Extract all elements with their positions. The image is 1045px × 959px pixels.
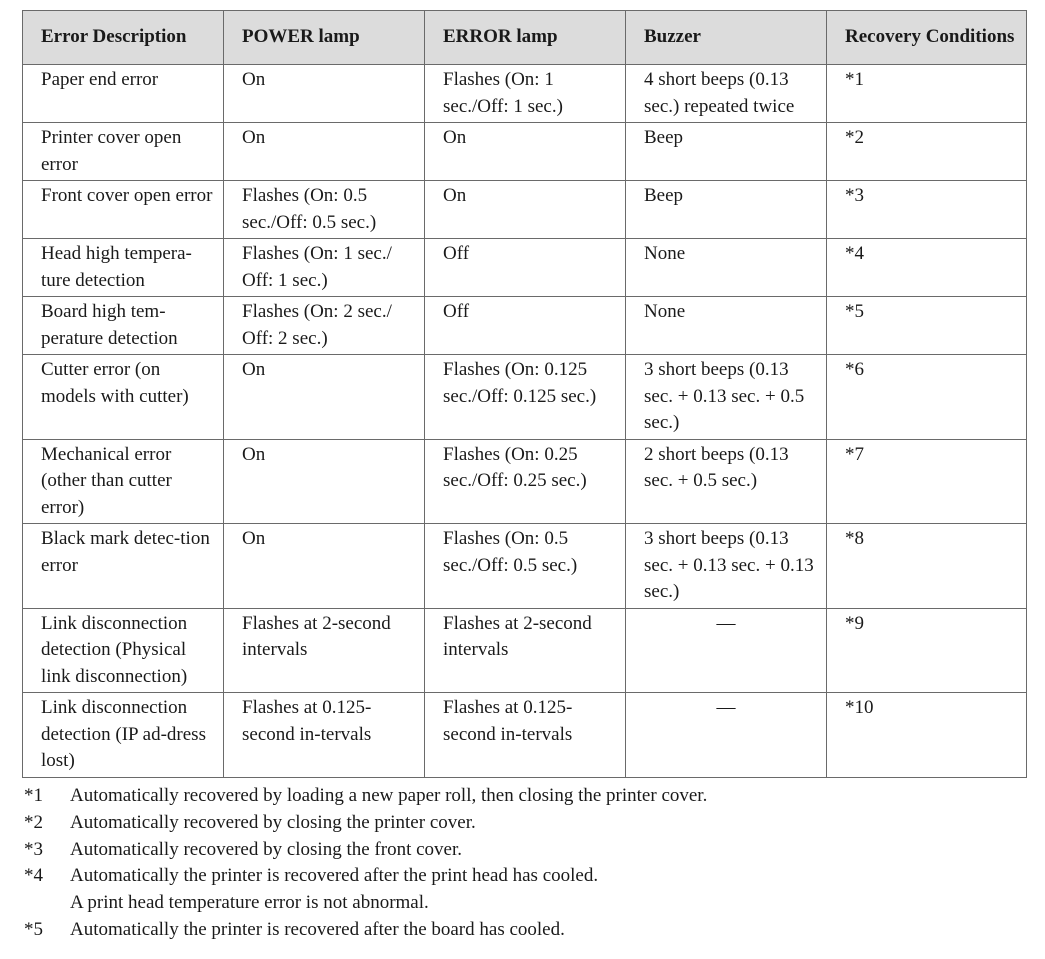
footnote-text: Automatically recovered by closing the front cover. [70,838,463,860]
cell-recovery-condition: *6 [827,355,1027,440]
footnote-mark: *3 [24,838,43,860]
cell-power-lamp: On [224,439,425,524]
header-error-description: Error Description [23,11,224,65]
table-row [23,524,1027,609]
footnote-mark: *2 [24,811,43,833]
header-error-lamp: ERROR lamp [425,11,626,65]
footnote-text: Automatically the printer is recovered after the board has cooled. [70,918,565,940]
cell-recovery-condition: *7 [827,439,1027,524]
header-recovery-conditions: Recovery Conditions [827,11,1027,65]
footnote-line: A print head temperature error is not abnormal. [70,892,429,914]
error-status-table [22,10,1027,778]
cell-buzzer: — [626,693,827,778]
footnote [24,810,707,837]
cell-error-lamp: Flashes at 2-second intervals [425,608,626,693]
cell-power-lamp: On [224,524,425,609]
cell-error-description: Link disconnection detection (IP ad-dress lost) [23,693,224,778]
cell-error-lamp: Flashes (On: 1 sec./Off: 1 sec.) [425,65,626,123]
cell-buzzer: None [626,297,827,355]
footnote-text: Automatically recovered by closing the printer cover. [70,811,476,833]
cell-recovery-condition: *9 [827,608,1027,693]
cell-power-lamp: On [224,123,425,181]
cell-recovery-condition: *4 [827,239,1027,297]
cell-buzzer: Beep [626,123,827,181]
cell-buzzer: None [626,239,827,297]
footnote-mark: *1 [24,785,43,806]
cell-power-lamp: On [224,355,425,440]
cell-error-lamp: Flashes (On: 0.25 sec./Off: 0.25 sec.) [425,439,626,524]
cell-error-description: Black mark detec-tion error [23,524,224,609]
header-power-lamp: POWER lamp [224,11,425,65]
cell-power-lamp: Flashes (On: 0.5 sec./Off: 0.5 sec.) [224,181,425,239]
cell-recovery-condition: *10 [827,693,1027,778]
footnote [24,837,707,864]
cell-error-description: Printer cover open error [23,123,224,181]
cell-error-description: Head high tempera-ture detection [23,239,224,297]
cell-error-lamp: On [425,181,626,239]
cell-recovery-condition: *2 [827,123,1027,181]
table-row [23,693,1027,778]
cell-error-lamp: Off [425,239,626,297]
footnote [24,863,707,917]
cell-power-lamp: Flashes (On: 1 sec./ Off: 1 sec.) [224,239,425,297]
cell-buzzer: 3 short beeps (0.13 sec. + 0.13 sec. + 0.13 sec.) [626,524,827,609]
cell-recovery-condition: *3 [827,181,1027,239]
cell-error-description: Board high tem-perature detection [23,297,224,355]
cell-buzzer: 3 short beeps (0.13 sec. + 0.13 sec. + 0.5 sec.) [626,355,827,440]
table-row [23,355,1027,440]
table-header-row [23,11,1027,65]
cell-error-description: Mechanical error (other than cutter error) [23,439,224,524]
recovery-notes [24,783,707,944]
cell-power-lamp: On [224,65,425,123]
footnote-text: Automatically recovered by loading a new paper roll, then closing the printer cover. [70,785,708,806]
cell-error-lamp: Flashes (On: 0.125 sec./Off: 0.125 sec.) [425,355,626,440]
footnote-text [70,863,707,917]
table-row [23,181,1027,239]
header-buzzer: Buzzer [626,11,827,65]
table-row [23,239,1027,297]
cell-error-description: Link disconnection detection (Physical link disconnection) [23,608,224,693]
cell-error-description: Cutter error (on models with cutter) [23,355,224,440]
cell-buzzer: — [626,608,827,693]
footnote-line: Automatically the printer is recovered after the print head has cooled. [70,865,599,887]
cell-power-lamp: Flashes at 2-second intervals [224,608,425,693]
cell-power-lamp: Flashes (On: 2 sec./ Off: 2 sec.) [224,297,425,355]
cell-buzzer: 2 short beeps (0.13 sec. + 0.5 sec.) [626,439,827,524]
footnote-mark: *4 [24,865,43,887]
cell-recovery-condition: *5 [827,297,1027,355]
cell-error-description: Front cover open error [23,181,224,239]
table-row [23,65,1027,123]
table-row [23,608,1027,693]
cell-power-lamp: Flashes at 0.125-second in-tervals [224,693,425,778]
cell-error-lamp: Flashes at 0.125-second in-tervals [425,693,626,778]
table-row [23,123,1027,181]
cell-error-lamp: Off [425,297,626,355]
cell-error-lamp: Flashes (On: 0.5 sec./Off: 0.5 sec.) [425,524,626,609]
footnote [24,917,707,944]
cell-buzzer: Beep [626,181,827,239]
table-row [23,439,1027,524]
footnote-mark: *5 [24,918,43,940]
cell-recovery-condition: *1 [827,65,1027,123]
cell-recovery-condition: *8 [827,524,1027,609]
table-row [23,297,1027,355]
cell-error-lamp: On [425,123,626,181]
cell-error-description: Paper end error [23,65,224,123]
footnote [24,783,707,810]
cell-buzzer: 4 short beeps (0.13 sec.) repeated twice [626,65,827,123]
